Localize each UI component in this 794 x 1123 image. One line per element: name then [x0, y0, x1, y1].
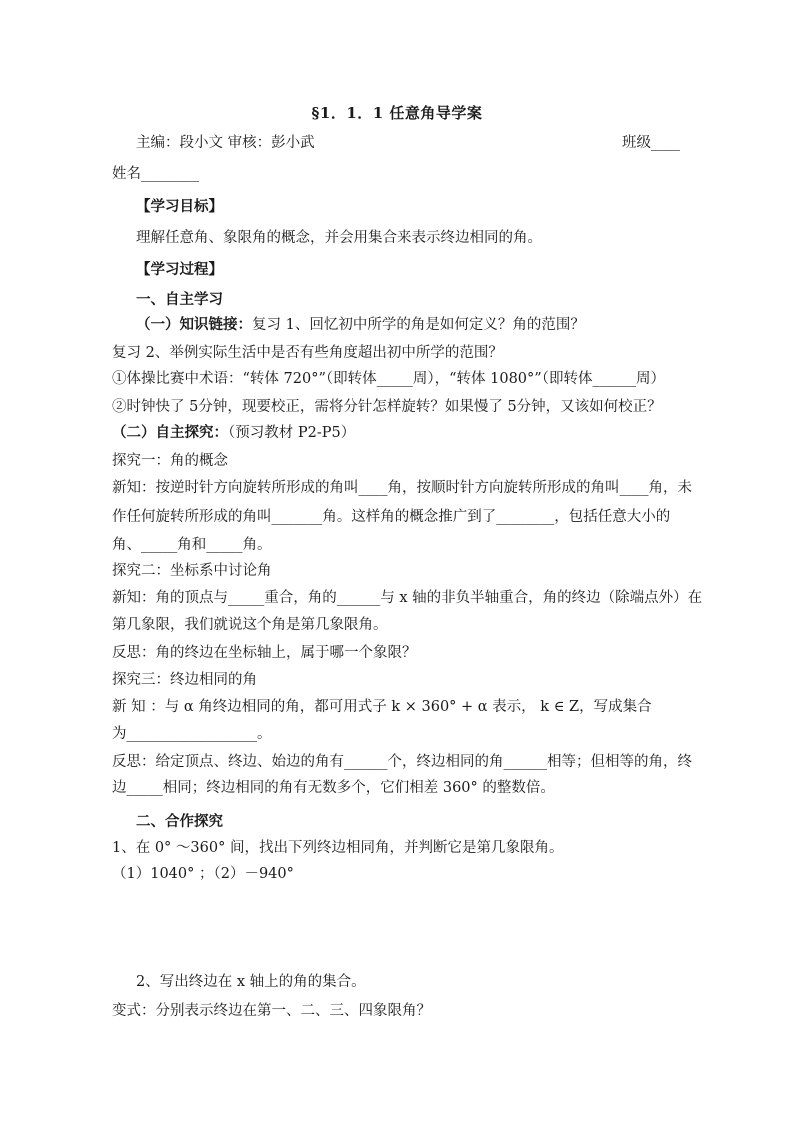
explore-line	[112, 423, 355, 443]
process-heading: 【学习过程】	[136, 261, 223, 278]
question-1: 1、在 0° ～360° 间，找出下列终边相同角，并判断它是第几象限角。	[112, 840, 564, 856]
explore-heading: （二）自主探究：	[112, 424, 228, 441]
explore-3-reflection-1: 反思：给定顶点、终边、始边的角有______个，终边相同的角______相等；但相等的角，终	[112, 754, 692, 770]
question-1-parts: （1）1040° ；（2）－940°	[112, 866, 294, 882]
explore-2-line-1: 新知：角的顶点与_____重合，角的______与 x 轴的非负半轴重合，角的终边（除端点外）在	[112, 590, 703, 606]
cooperative-heading: 二、合作探究	[136, 813, 223, 830]
knowledge-link-line	[136, 315, 585, 335]
goal-text: 理解任意角、象限角的概念，并会用集合来表示终边相同的角。	[136, 230, 542, 246]
knowledge-link-text: 复习 1、回忆初中所学的角是如何定义？角的范围？	[252, 317, 585, 333]
explore-1-line-1: 新知：按逆时针方向旋转所形成的角叫____角，按顺时针方向旋转所形成的角叫____角，未	[112, 480, 692, 496]
goal-heading: 【学习目标】	[136, 198, 223, 215]
question-2: 2、写出终边在 x 轴上的角的集合。	[136, 974, 366, 990]
explore-3-line-2: 为__________________。	[112, 726, 272, 742]
class-field-label: 班级____	[622, 135, 680, 151]
explore-2-line-2: 第几象限，我们就说这个角是第几象限角。	[112, 617, 388, 633]
explore-2-title: 探究二：坐标系中讨论角	[112, 563, 272, 579]
explore-3-title: 探究三：终边相同的角	[112, 672, 257, 688]
name-field-label: 姓名________	[112, 166, 199, 182]
self-study-heading: 一、自主学习	[136, 291, 223, 308]
document-title: §1．1．1 任意角导学案	[311, 104, 483, 122]
explore-1-line-3: 角、_____角和_____角。	[112, 537, 272, 553]
review-2: 复习 2、举例实际生活中是否有些角度超出初中所学的范围？	[112, 345, 503, 361]
explore-note: （预习教材 P2-P5）	[228, 425, 356, 441]
editors-line: 主编：段小文 审核：彭小武	[136, 135, 315, 151]
review-item-2: ②时钟快了 5分钟，现要校正，需将分针怎样旋转？如果慢了 5分钟，又该如何校正？	[112, 399, 662, 415]
knowledge-link-heading: （一）知识链接：	[136, 316, 252, 333]
review-item-1: ①体操比赛中术语：“转体 720°”（即转体_____周），“转体 1080°”（即转体______周）	[112, 371, 665, 387]
explore-3-line-1: 新 知 ：与 α 角终边相同的角，都可用式子 k × 360° + α 表示， k ∈ Z，写成集合	[112, 699, 652, 715]
explore-3-reflection-2: 边_____相同；终边相同的角有无数多个，它们相差 360° 的整数倍。	[112, 780, 555, 796]
explore-2-reflection: 反思：角的终边在坐标轴上，属于哪一个象限？	[112, 645, 417, 661]
explore-1-title: 探究一：角的概念	[112, 453, 228, 469]
explore-1-line-2: 作任何旋转所形成的角叫_______角。这样角的概念推广到了________，包括任意大小的	[112, 509, 671, 525]
variant-question: 变式：分别表示终边在第一、二、三、四象限角？	[112, 1003, 431, 1019]
